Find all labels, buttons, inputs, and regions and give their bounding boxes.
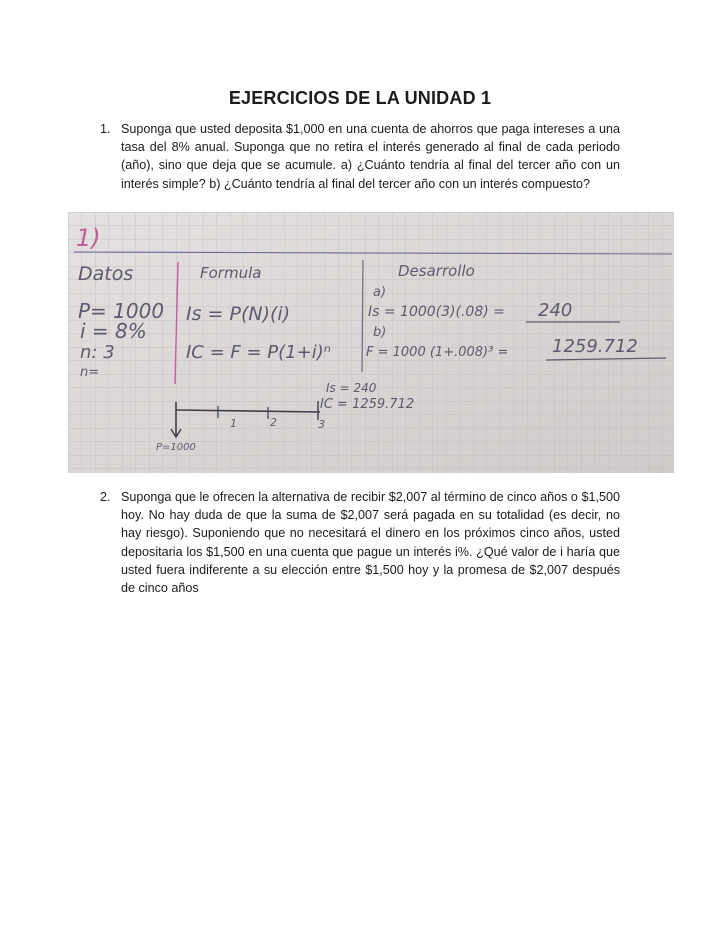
datos-line: n= [80,365,100,380]
datos-heading: Datos [78,263,134,285]
summary-line: Is = 240 [326,381,377,395]
formula-line: Is = P(N)(i) [186,303,291,325]
page-title: EJERCICIOS DE LA UNIDAD 1 [228,88,492,108]
exercise-text: Suponga que le ofrecen la alternativa de recibir $2,007 al término de cinco años o $1,500 hoy. No hay duda de que la suma de $2,007 será pagada en su totalidad (es decir, no hay riesgo). Suponiendo que no necesitará el dinero en los próximos cinco años, usted depositaria los $1,500 en una cuenta que pague un interés i%. ¿Qué valor de i haría que usted fuera indiferente a su elección entre $1,500 hoy y la promesa de $2,007 después de cinco años [121,490,620,596]
exercise-number: 1. [100,122,111,136]
exercise-text: Suponga que usted deposita $1,000 en una cuenta de ahorros que paga intereses a una tasa del 8% anual. Suponga que no retira el interés generado al final de cada periodo (año), sino que deja que se acumule. a) ¿Cuánto tendría al final del tercer año con un interés simple? b) ¿Cuánto tendría al final del tercer año con un interés compuesto? [121,122,620,191]
datos-line: P= 1000 [78,299,165,323]
timeline-tick: 1 [230,417,237,430]
exercise-2 [100,488,620,597]
present-value-label: P=1000 [156,442,196,453]
summary-line: IC = 1259.712 [320,397,415,412]
formula-line: IC = F = P(1+i)ⁿ [186,342,331,363]
datos-line: n: 3 [80,342,115,363]
formula-heading: Formula [200,264,262,282]
datos-line: i = 8% [80,319,147,343]
handwritten-solution-drawing [68,212,674,473]
timeline-tick: 3 [318,418,325,431]
exercise-1 [100,120,620,193]
exercise-number: 2. [100,490,111,504]
handwritten-solution-photo [68,212,674,473]
timeline-tick: 2 [270,416,277,429]
result-b: 1259.712 [552,336,638,357]
calculation-line-a: Is = 1000(3)(.08) = [368,304,505,320]
part-a-label: a) [373,285,387,300]
calculation-line-b: F = 1000 (1+.008)³ = [366,345,509,360]
result-a: 240 [538,300,573,321]
exercise-label: 1) [76,224,101,252]
part-b-label: b) [373,325,387,340]
desarrollo-heading: Desarrollo [398,262,475,280]
